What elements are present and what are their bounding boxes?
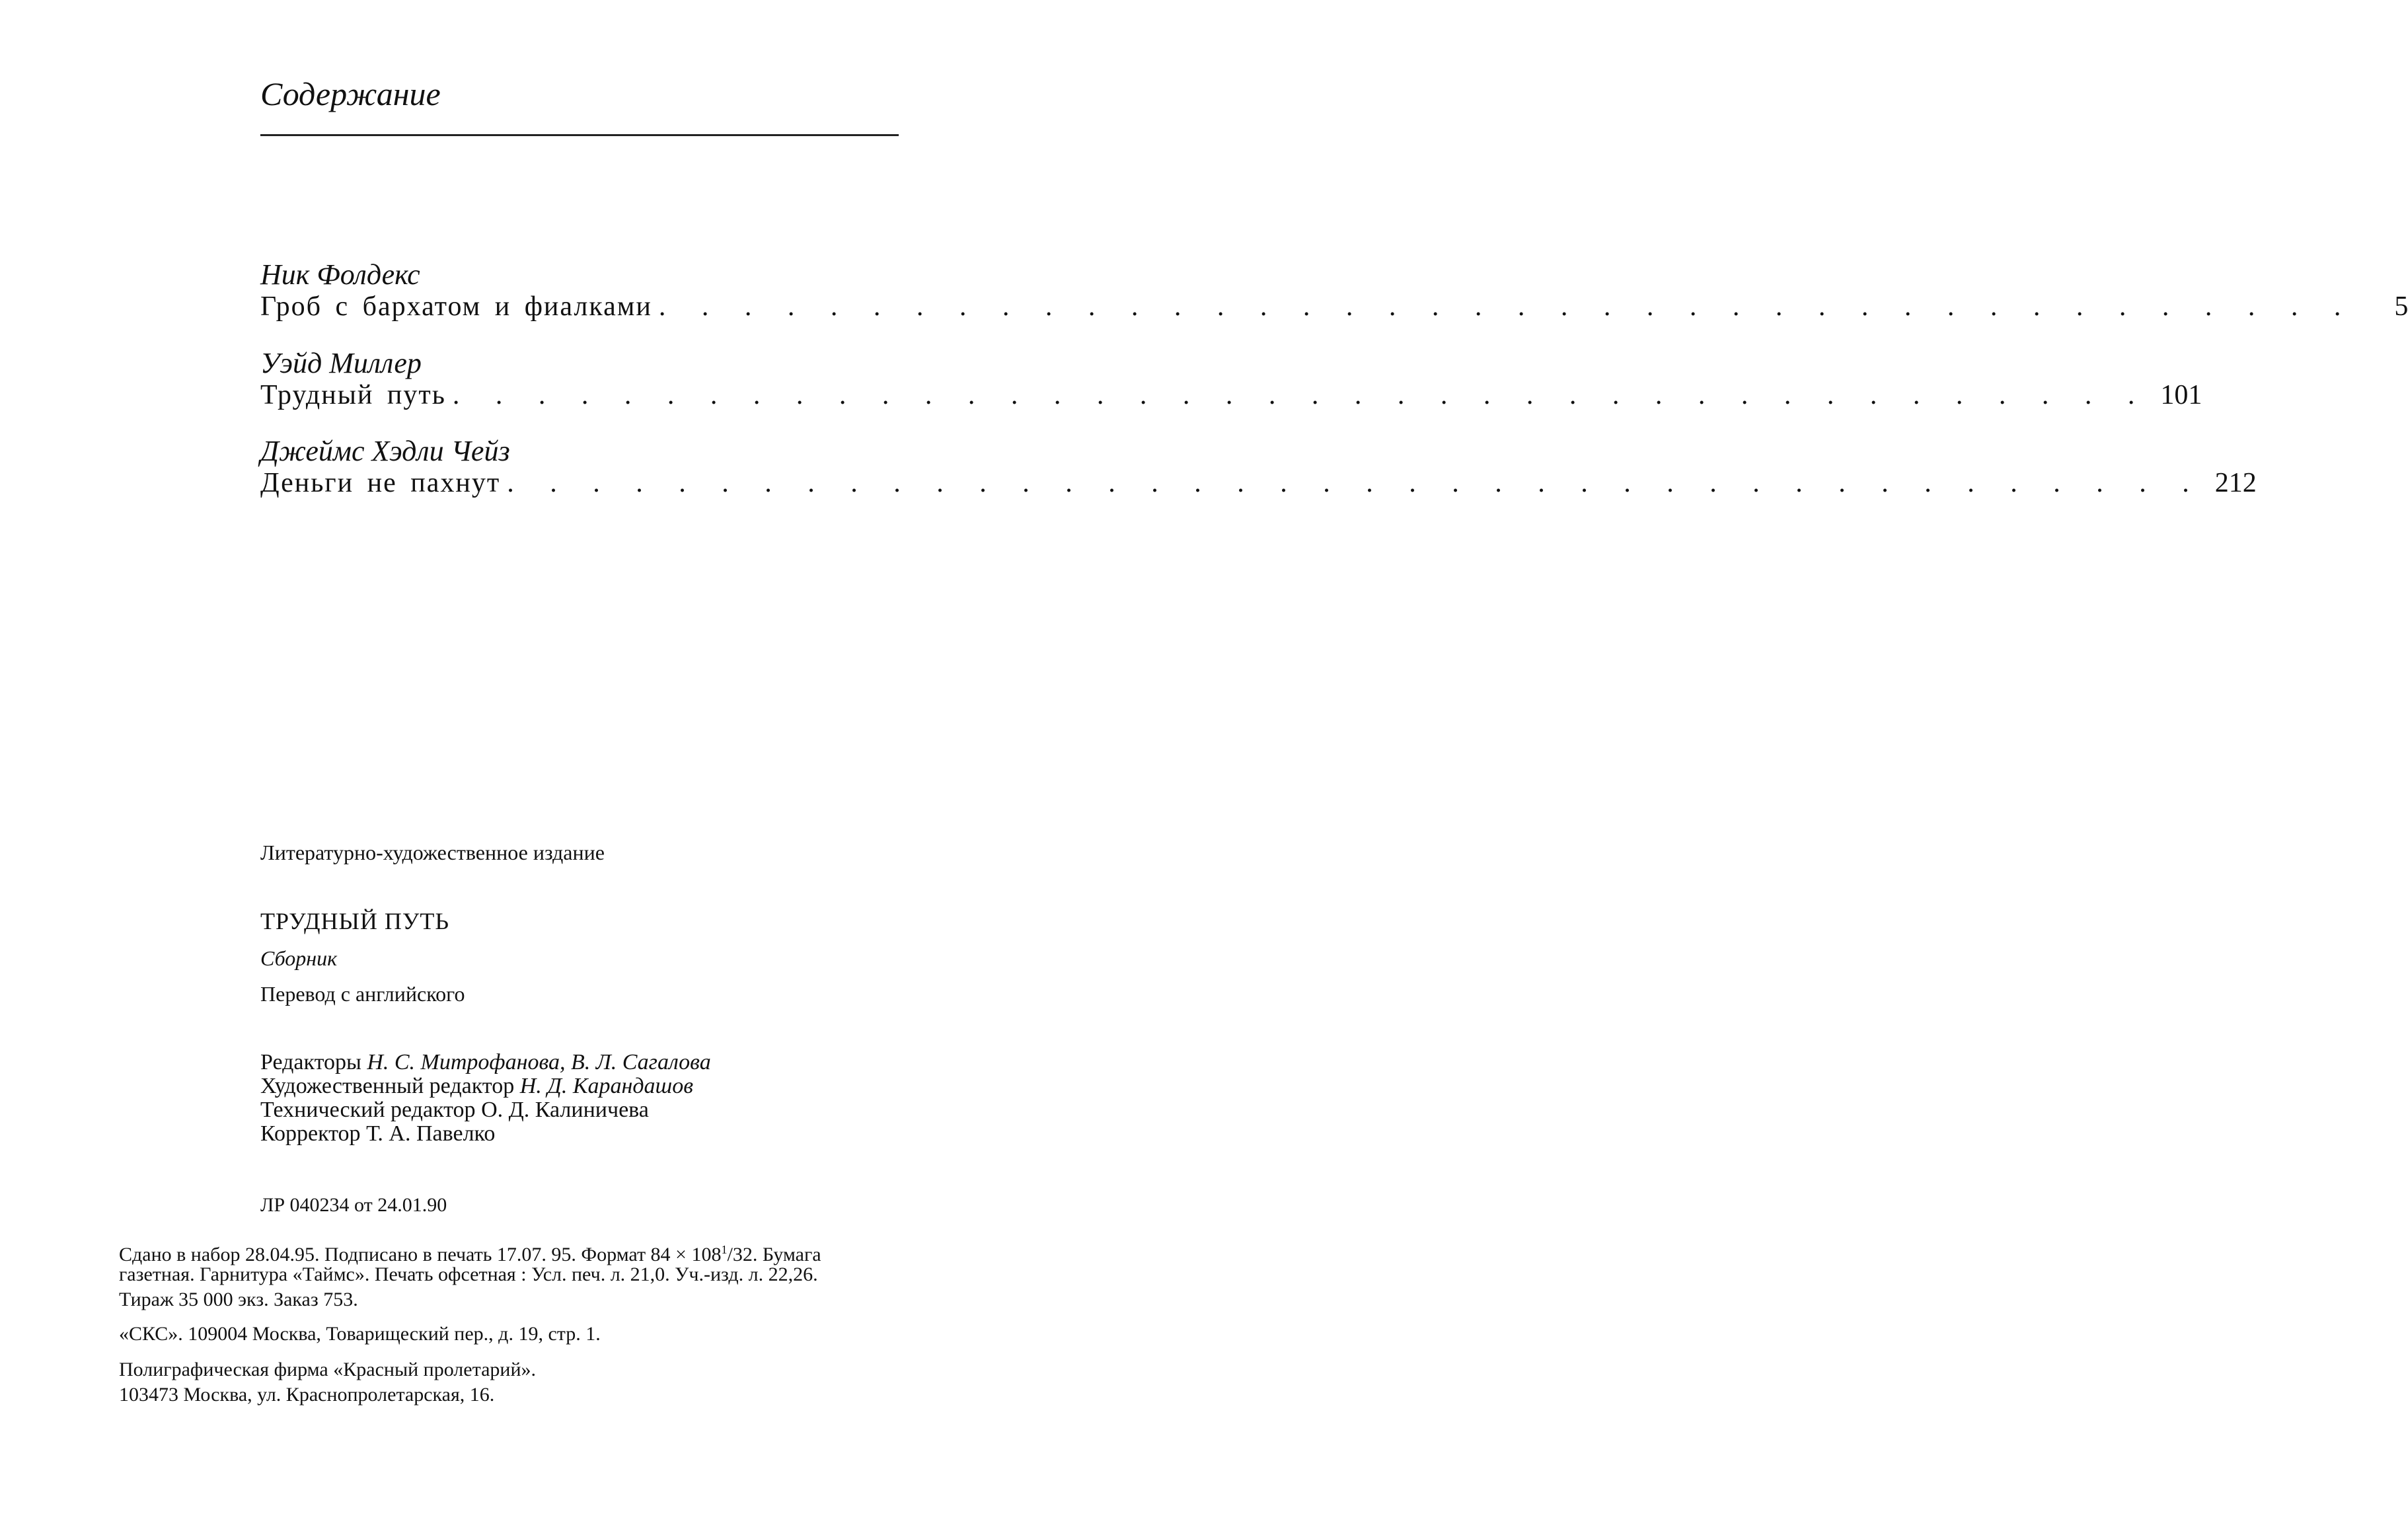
credit-line bbox=[260, 1098, 711, 1122]
toc-dot-leader: . . . . . . . . . . . . . . . . . . . . . . . . . . . . . . . . . . . . . . . . bbox=[658, 291, 2356, 322]
credit-line bbox=[260, 1122, 711, 1146]
toc-entry bbox=[260, 258, 2408, 322]
toc-entry-author: Ник Фолдекс bbox=[260, 258, 420, 291]
license-number: ЛР 040234 от 24.01.90 bbox=[260, 1194, 447, 1216]
printer-address: 103473 Москва, ул. Краснопролетарская, 16. bbox=[119, 1384, 495, 1406]
credit-role: Художественный редактор bbox=[260, 1074, 515, 1098]
toc-heading: Содержание bbox=[260, 75, 441, 112]
print-details-text: /32. Бумага bbox=[727, 1244, 821, 1265]
printer-name: Полиграфическая фирма «Красный пролетарий». bbox=[119, 1359, 536, 1380]
toc-entry-page: 212 bbox=[2214, 468, 2257, 498]
credit-role: Редакторы bbox=[260, 1050, 361, 1074]
toc-dot-leader: . . . . . . . . . . . . . . . . . . . . . . . . . . . . . . . . . . . . . . . . bbox=[507, 468, 2204, 498]
credit-names: Т. А. Павелко bbox=[366, 1121, 496, 1146]
book-title: ТРУДНЫЙ ПУТЬ bbox=[260, 908, 450, 934]
credit-role: Технический редактор bbox=[260, 1098, 476, 1122]
credit-line bbox=[260, 1074, 711, 1098]
toc-entry-title: Гроб с бархатом и фиалками bbox=[260, 291, 652, 322]
credit-role: Корректор bbox=[260, 1121, 361, 1146]
toc-entry-title: Трудный путь bbox=[260, 380, 446, 410]
format-fraction-numerator: 1 bbox=[721, 1243, 728, 1256]
toc-entry-author: Уэйд Миллер bbox=[260, 347, 422, 379]
publisher-address: «СКС». 109004 Москва, Товарищеский пер., д. 19, стр. 1. bbox=[119, 1323, 601, 1345]
credit-line bbox=[260, 1051, 711, 1074]
toc-entry-author: Джеймс Хэдли Чейз bbox=[260, 435, 510, 467]
edition-type: Литературно-художественное издание bbox=[260, 841, 605, 864]
toc-entry bbox=[260, 347, 2202, 411]
credits-block bbox=[260, 1051, 711, 1146]
toc-entry-line bbox=[260, 467, 2257, 499]
toc-entry-line bbox=[260, 379, 2202, 411]
credit-names: Н. С. Митрофанова, В. Л. Сагалова bbox=[367, 1050, 711, 1074]
toc-dot-leader: . . . . . . . . . . . . . . . . . . . . . . . . . . . . . . . . . . . . . . . . bbox=[452, 380, 2150, 410]
print-details-text: Сдано в набор 28.04.95. Подписано в печать 17.07. 95. Формат 84 × 108 bbox=[119, 1244, 722, 1265]
toc-entry bbox=[260, 435, 2257, 499]
toc-heading-rule bbox=[260, 134, 899, 136]
credit-names: Н. Д. Карандашов bbox=[519, 1074, 693, 1098]
print-details-line: Тираж 35 000 экз. Заказ 753. bbox=[119, 1289, 358, 1310]
credit-names: О. Д. Калиничева bbox=[481, 1098, 649, 1122]
toc-entry-line bbox=[260, 291, 2408, 322]
toc-entry-title: Деньги не пахнут bbox=[260, 468, 501, 498]
toc-entry-page: 101 bbox=[2160, 380, 2202, 410]
toc-entry-page: 5 bbox=[2394, 291, 2408, 322]
print-details-line: газетная. Гарнитура «Таймс». Печать офсетная : Усл. печ. л. 21,0. Уч.-изд. л. 22,26. bbox=[119, 1263, 818, 1285]
book-subtitle: Сборник bbox=[260, 946, 338, 970]
translation-note: Перевод с английского bbox=[260, 982, 465, 1006]
